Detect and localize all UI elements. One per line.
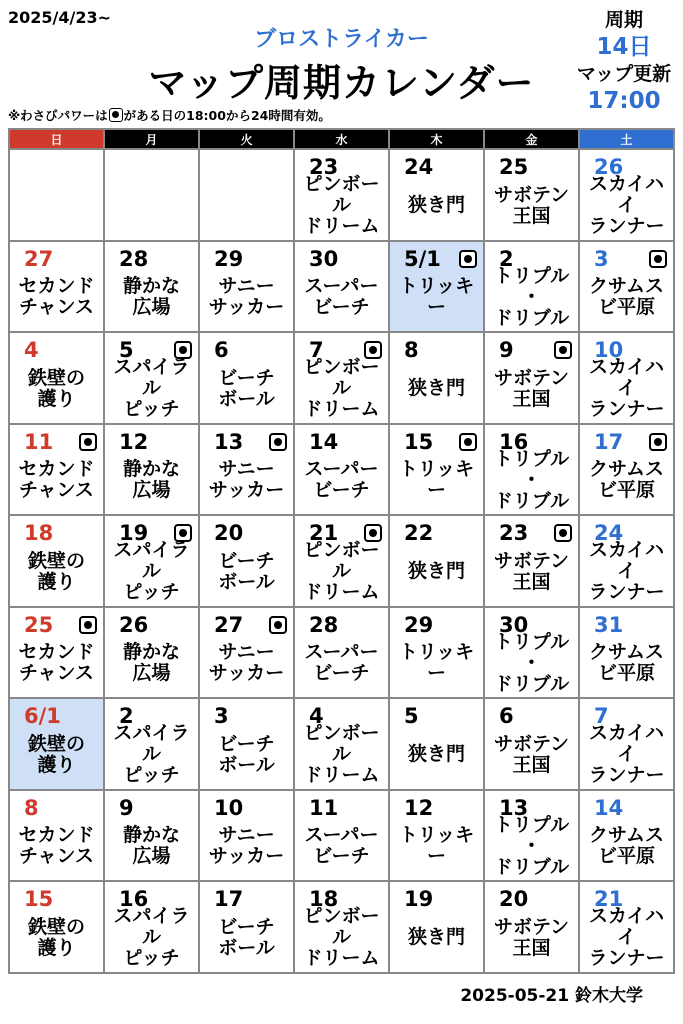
period-label: 周期 [604, 9, 643, 31]
day-number: 10 [594, 338, 624, 363]
day-cell [294, 790, 389, 882]
map-name: スパイラ ル ピッチ [113, 356, 190, 421]
day-cell [199, 698, 294, 790]
day-number: 2 [119, 704, 134, 729]
day-number: 20 [214, 521, 244, 546]
day-number: 16 [119, 887, 149, 912]
week-row [9, 790, 674, 882]
map-name: スパイラ ル ピッチ [113, 722, 190, 787]
day-number: 23 [309, 155, 339, 179]
day-cell [484, 607, 579, 699]
map-name [10, 174, 103, 237]
day-cell [579, 790, 674, 882]
map-name: スーパー ビーチ [304, 275, 379, 319]
map-name: ピンボー ル ドリーム [303, 905, 380, 970]
week-row [9, 332, 674, 424]
day-cell [294, 149, 389, 241]
map-name: サボテン 王国 [493, 183, 570, 227]
day-number: 25 [499, 155, 529, 179]
week-row [9, 515, 674, 607]
day-number: 19 [404, 887, 434, 912]
weekday-header [9, 129, 674, 149]
day-number: 26 [119, 612, 149, 637]
day-number: 13 [214, 429, 244, 454]
day-number: 31 [594, 612, 624, 637]
game-title: ブロストライカー [254, 27, 429, 52]
day-cell [389, 332, 484, 424]
day-cell [579, 332, 674, 424]
map-name [200, 174, 293, 237]
map-name: トリッキ ー [398, 275, 475, 319]
map-name: 鉄壁の 護り [27, 732, 85, 776]
map-name: ビーチ ボール [218, 915, 275, 959]
day-number: 24 [594, 521, 624, 546]
day-cell [104, 607, 199, 699]
day-cell [104, 515, 199, 607]
start-date: 2025/4/23~ [8, 8, 112, 27]
day-cell [579, 607, 674, 699]
day-number: 8 [404, 338, 419, 363]
update-value: 17:00 [587, 88, 661, 114]
day-cell [389, 881, 484, 973]
day-cell [199, 332, 294, 424]
page-title: マップ周期カレンダー [148, 61, 535, 105]
weekday-4: 木 [389, 129, 484, 149]
day-cell [579, 424, 674, 516]
map-name: サボテン 王国 [493, 915, 570, 959]
day-number: 10 [214, 795, 244, 820]
note-suffix: がある日の18:00から24時間有効。 [123, 108, 331, 123]
day-cell [9, 241, 104, 333]
map-name: スーパー ビーチ [304, 458, 379, 502]
map-name: スーパー ビーチ [304, 824, 379, 868]
day-cell [579, 881, 674, 973]
day-cell [9, 881, 104, 973]
day-number: 27 [24, 246, 54, 271]
day-cell [199, 424, 294, 516]
map-name: スパイラ ル ピッチ [113, 905, 190, 970]
day-number: 4 [309, 704, 324, 729]
day-cell [199, 607, 294, 699]
day-cell [9, 515, 104, 607]
map-name: スカイハ イ ランナー [588, 173, 665, 237]
map-name: セカンド チャンス [18, 641, 95, 685]
map-name: トリッキ ー [398, 824, 475, 868]
map-name: 鉄壁の 護り [27, 549, 85, 593]
map-name: クサムス ビ平原 [588, 458, 665, 502]
day-number: 25 [24, 612, 54, 637]
day-number: 7 [309, 338, 324, 363]
day-cell [484, 424, 579, 516]
day-number: 18 [309, 887, 339, 912]
day-cell [104, 790, 199, 882]
weekday-6: 土 [579, 129, 674, 149]
day-cell [579, 698, 674, 790]
day-number: 11 [24, 429, 54, 454]
map-name: セカンド チャンス [18, 275, 95, 319]
day-cell [389, 149, 484, 241]
day-cell [294, 881, 389, 973]
map-name: クサムス ビ平原 [588, 824, 665, 868]
day-cell [389, 790, 484, 882]
day-cell [104, 332, 199, 424]
day-cell [9, 698, 104, 790]
day-cell [199, 241, 294, 333]
map-name: サボテン 王国 [493, 732, 570, 776]
day-number: 6 [214, 338, 229, 363]
day-number: 15 [404, 429, 434, 454]
map-name: スカイハ イ ランナー [588, 539, 665, 604]
day-number: 27 [214, 612, 244, 637]
day-cell [294, 698, 389, 790]
day-cell [579, 515, 674, 607]
map-name [105, 174, 198, 237]
map-name: サニー サッカー [208, 824, 285, 868]
day-cell [104, 241, 199, 333]
cycle-info [566, 8, 682, 116]
map-name: ビーチ ボール [218, 732, 275, 776]
day-number: 8 [24, 795, 39, 820]
day-cell [389, 424, 484, 516]
map-name: 狭き門 [407, 377, 465, 400]
day-cell [104, 881, 199, 973]
day-cell [484, 881, 579, 973]
day-cell [294, 515, 389, 607]
map-name: ピンボー ル ドリーム [303, 539, 380, 604]
day-number: 30 [309, 246, 339, 271]
day-number: 20 [499, 887, 529, 912]
day-number: 22 [404, 521, 434, 546]
day-cell [104, 149, 199, 241]
day-number: 24 [404, 155, 434, 179]
map-calendar [8, 128, 675, 974]
day-number: 21 [309, 521, 339, 546]
day-cell [9, 607, 104, 699]
map-name: スーパー ビーチ [304, 641, 379, 685]
map-name: 狭き門 [407, 194, 465, 216]
day-cell [104, 424, 199, 516]
day-cell [199, 790, 294, 882]
map-name: トリプル ・ ドリブル [493, 264, 570, 329]
day-cell [484, 332, 579, 424]
day-number: 16 [499, 429, 529, 454]
day-cell [484, 698, 579, 790]
day-number: 6/1 [24, 704, 61, 729]
day-number: 28 [119, 246, 149, 271]
map-name: トリッキ ー [398, 458, 475, 502]
week-row [9, 424, 674, 516]
map-name: サニー サッカー [208, 275, 285, 319]
day-cell [9, 332, 104, 424]
day-number: 17 [214, 887, 244, 912]
map-name: 狭き門 [407, 743, 465, 766]
day-cell [389, 607, 484, 699]
weekday-3: 水 [294, 129, 389, 149]
map-name: スパイラ ル ピッチ [113, 539, 190, 604]
map-name: 狭き門 [407, 926, 465, 949]
day-number: 14 [594, 795, 624, 820]
day-cell [104, 698, 199, 790]
week-row [9, 607, 674, 699]
map-name: サニー サッカー [208, 641, 285, 685]
weekday-2: 火 [199, 129, 294, 149]
period-value: 14日 [596, 34, 652, 60]
day-number: 28 [309, 612, 339, 637]
day-number: 2 [499, 246, 514, 271]
map-name: トリプル ・ ドリブル [493, 447, 570, 512]
map-name: トリプル ・ ドリブル [493, 813, 570, 878]
day-number: 5 [119, 338, 134, 363]
week-row [9, 241, 674, 333]
day-number: 30 [499, 612, 529, 637]
day-number: 18 [24, 521, 54, 546]
map-name: サボテン 王国 [493, 366, 570, 410]
map-name: ピンボー ル ドリーム [303, 722, 380, 787]
map-name: ビーチ ボール [218, 549, 275, 593]
day-cell [294, 607, 389, 699]
day-cell [579, 149, 674, 241]
day-cell [9, 424, 104, 516]
map-name: 静かな 広場 [122, 824, 180, 868]
day-number: 29 [214, 246, 244, 271]
day-number: 23 [499, 521, 529, 546]
map-name: 静かな 広場 [122, 458, 180, 502]
week-row [9, 881, 674, 973]
footer-credit: 2025-05-21 鈴木大学 [460, 986, 643, 1006]
day-number: 11 [309, 795, 339, 820]
map-name: 鉄壁の 護り [27, 366, 85, 410]
day-number: 12 [404, 795, 434, 820]
map-name: スカイハ イ ランナー [588, 356, 665, 421]
weekday-0: 日 [9, 129, 104, 149]
day-number: 29 [404, 612, 434, 637]
map-name: スカイハ イ ランナー [588, 722, 665, 787]
map-name: スカイハ イ ランナー [588, 905, 665, 970]
day-number: 9 [119, 795, 134, 820]
day-number: 3 [594, 246, 609, 271]
map-name: クサムス ビ平原 [588, 275, 665, 319]
day-cell [484, 241, 579, 333]
day-cell [484, 515, 579, 607]
map-name: ビーチ ボール [218, 366, 275, 410]
day-number: 5 [404, 704, 419, 729]
day-cell [389, 698, 484, 790]
map-name: クサムス ビ平原 [588, 641, 665, 685]
day-number: 14 [309, 429, 339, 454]
day-number: 26 [594, 155, 624, 179]
day-number: 7 [594, 704, 609, 729]
day-cell [199, 149, 294, 241]
day-number: 5/1 [404, 246, 441, 271]
day-cell [294, 332, 389, 424]
day-cell [389, 515, 484, 607]
wasabi-note [8, 106, 331, 124]
map-name: 静かな 広場 [122, 275, 180, 319]
weekday-1: 月 [104, 129, 199, 149]
map-name: ピンボー ル ドリーム [303, 356, 380, 421]
day-number: 15 [24, 887, 54, 912]
wasabi-power-icon [109, 108, 123, 122]
day-number: 17 [594, 429, 624, 454]
weekday-5: 金 [484, 129, 579, 149]
note-prefix: ※わさびパワーは [8, 108, 108, 123]
day-cell [294, 241, 389, 333]
day-cell [294, 424, 389, 516]
day-cell [199, 881, 294, 973]
day-number: 6 [499, 704, 514, 729]
day-number: 9 [499, 338, 514, 363]
map-name: サニー サッカー [208, 458, 285, 502]
map-name: 狭き門 [407, 560, 465, 583]
map-name: サボテン 王国 [493, 549, 570, 593]
week-row [9, 149, 674, 241]
day-cell [579, 241, 674, 333]
day-cell [484, 790, 579, 882]
day-cell [389, 241, 484, 333]
day-number: 4 [24, 338, 39, 363]
day-number: 21 [594, 887, 624, 912]
day-number: 19 [119, 521, 149, 546]
map-name: トリプル ・ ドリブル [493, 630, 570, 695]
calendar-body [9, 149, 674, 973]
week-row [9, 698, 674, 790]
day-cell [199, 515, 294, 607]
day-cell [484, 149, 579, 241]
map-name: ピンボー ル ドリーム [303, 173, 380, 237]
map-name: 鉄壁の 護り [27, 915, 85, 959]
map-name: 静かな 広場 [122, 641, 180, 685]
map-name: トリッキ ー [398, 641, 475, 685]
day-number: 12 [119, 429, 149, 454]
map-name: セカンド チャンス [18, 824, 95, 868]
update-label: マップ更新 [576, 63, 672, 85]
day-cell [9, 149, 104, 241]
day-cell [9, 790, 104, 882]
day-number: 3 [214, 704, 229, 729]
map-name: セカンド チャンス [18, 458, 95, 502]
day-number: 13 [499, 795, 529, 820]
